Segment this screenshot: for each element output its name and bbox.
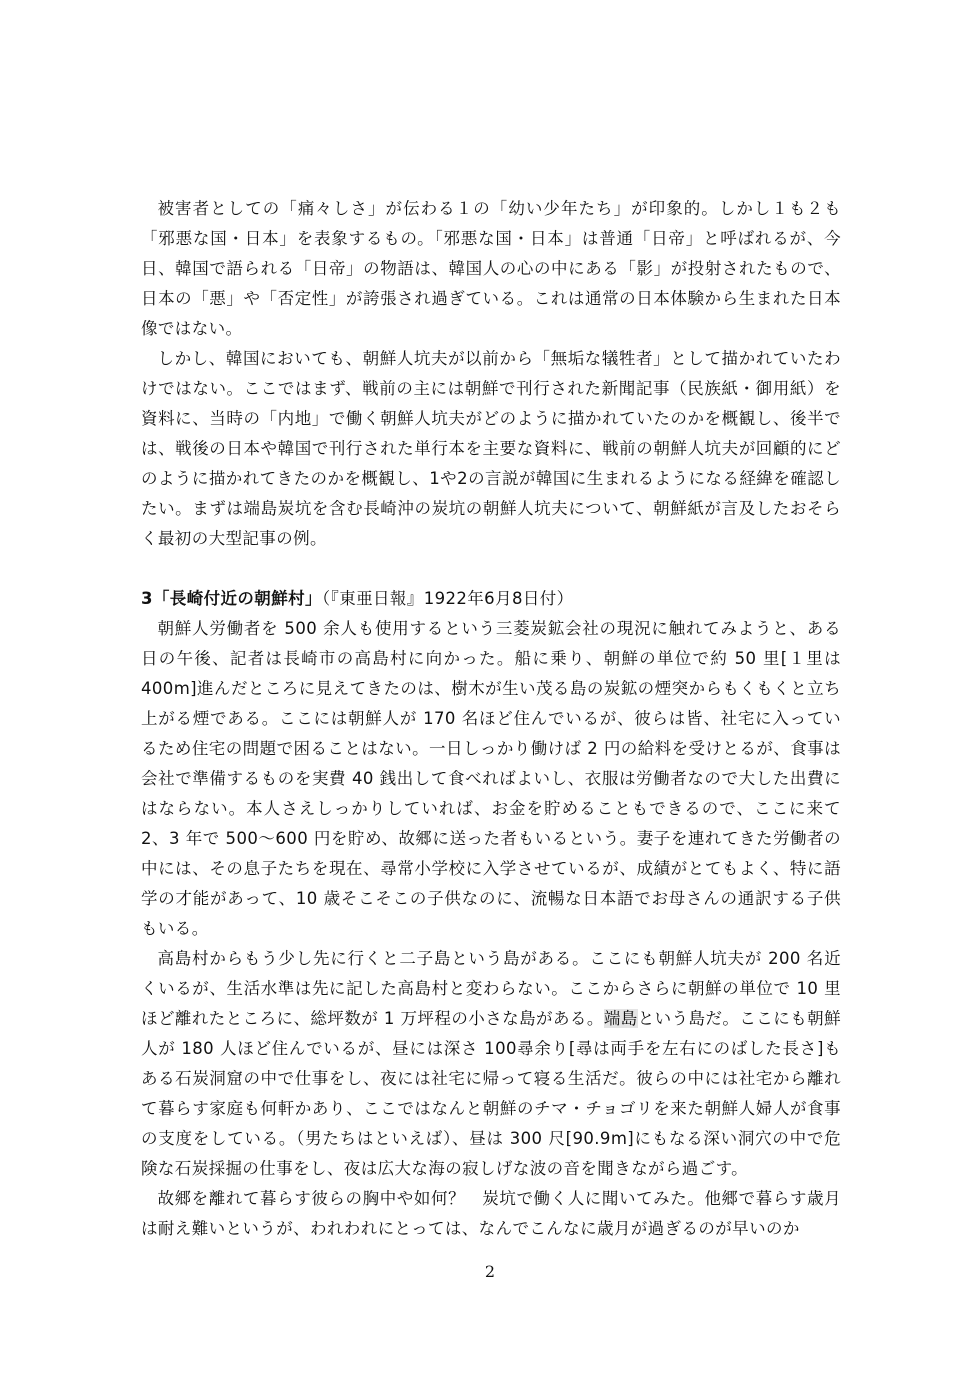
article-paragraph: 高島村からもう少し先に行くと二子島という島がある。ここにも朝鮮人坑夫が 200 名近くいるが、生活水準は先に記した高島村と変わらない。ここからさらに朝鮮の単位で 10 里ほど離れたところに、総坪数が 1 万坪程の小さな島がある。端島という島だ。ここにも朝鮮人が 180 人ほど住んでいるが、昼には深さ 100尋余り[尋は両手を左右にのばした長さ]もある石炭洞窟の中で仕事をし、夜には社宅に帰って寝る生活だ。彼らの中には社宅から離れて暮らす家庭も何軒かあり、ここではなんと朝鮮のチマ・チョゴリを来た朝鮮人婦人が食事の支度をしている。（男たちはといえば）、昼は 300 尺[90.9m]にもなる深い洞穴の中で危険な石炭採掘の仕事をし、夜は広大な海の寂しげな波の音を聞きながら過ごす。 [141,949,841,1178]
article-paragraph: 故郷を離れて暮らす彼らの胸中や如何？ 炭坑で働く人に聞いてみた。他郷で暮らす歳月は耐え難いというが、われわれにとっては、なんでこんなに歳月が過ぎるのが早いのか [141,1189,841,1238]
body-paragraph: 被害者としての「痛々しさ」が伝わる１の「幼い少年たち」が印象的。しかし１も２も「邪悪な国・日本」を表象するもの。「邪悪な国・日本」は普通「日帝」と呼ばれるが、今日、韓国で語られる「日帝」の物語は、韓国人の心の中にある「影」が投射されたもので、日本の「悪」や「否定性」が誇張され過ぎている。これは通常の日本体験から生まれた日本像ではない。 [141,199,841,338]
section-source: （『東亜日報』1922年6月8日付） [321,589,574,608]
page-number: 2 [484,1262,496,1281]
highlighted-term: 端島 [603,1009,638,1028]
document-body [141,194,841,1244]
section-title: 「長崎付近の朝鮮村」 [152,589,322,608]
section-heading [141,584,841,614]
article-paragraph: 朝鮮人労働者を 500 余人も使用するという三菱炭鉱会社の現況に触れてみようと、ある日の午後、記者は長崎市の高島村に向かった。船に乗り、朝鮮の単位で約 50 里[１里は 400m]進んだところに見えてきたのは、樹木が生い茂る島の炭鉱の煙突からもくもくと立ち上がる煙である。ここには朝鮮人が 170 名ほど住んでいるが、彼らは皆、社宅に入っているため住宅の問題で困ることはない。一日しっかり働けば 2 円の給料を受けとるが、食事は会社で準備するものを実費 40 銭出して食べればよいし、衣服は労働者なので大した出費にはならない。本人さえしっかりしていれば、お金を貯めることもできるので、ここに来て 2、3 年で 500～600 円を貯め、故郷に送った者もいるという。妻子を連れてきた労働者の中には、その息子たちを現在、尋常小学校に入学させているが、成績がとてもよく、特に語学の才能があって、10 歳そこそこの子供なのに、流暢な日本語でお母さんの通訳する子供もいる。 [141,619,841,938]
body-paragraph: しかし、韓国においても、朝鮮人坑夫が以前から「無垢な犠牲者」として描かれていたわけではない。ここではまず、戦前の主には朝鮮で刊行された新聞記事（民族紙・御用紙）を資料に、当時の「内地」で働く朝鮮人坑夫がどのように描かれていたのかを概観し、後半では、戦後の日本や韓国で刊行された単行本を主要な資料に、戦前の朝鮮人坑夫が回顧的にどのように描かれてきたのかを概観し、1や2の言説が韓国に生まれるようになる経緯を確認したい。まずは端島炭坑を含む長崎沖の炭坑の朝鮮人坑夫について、朝鮮紙が言及したおそらく最初の大型記事の例。 [141,349,841,548]
section-spacer [141,554,841,584]
section-number: 3 [141,589,153,608]
